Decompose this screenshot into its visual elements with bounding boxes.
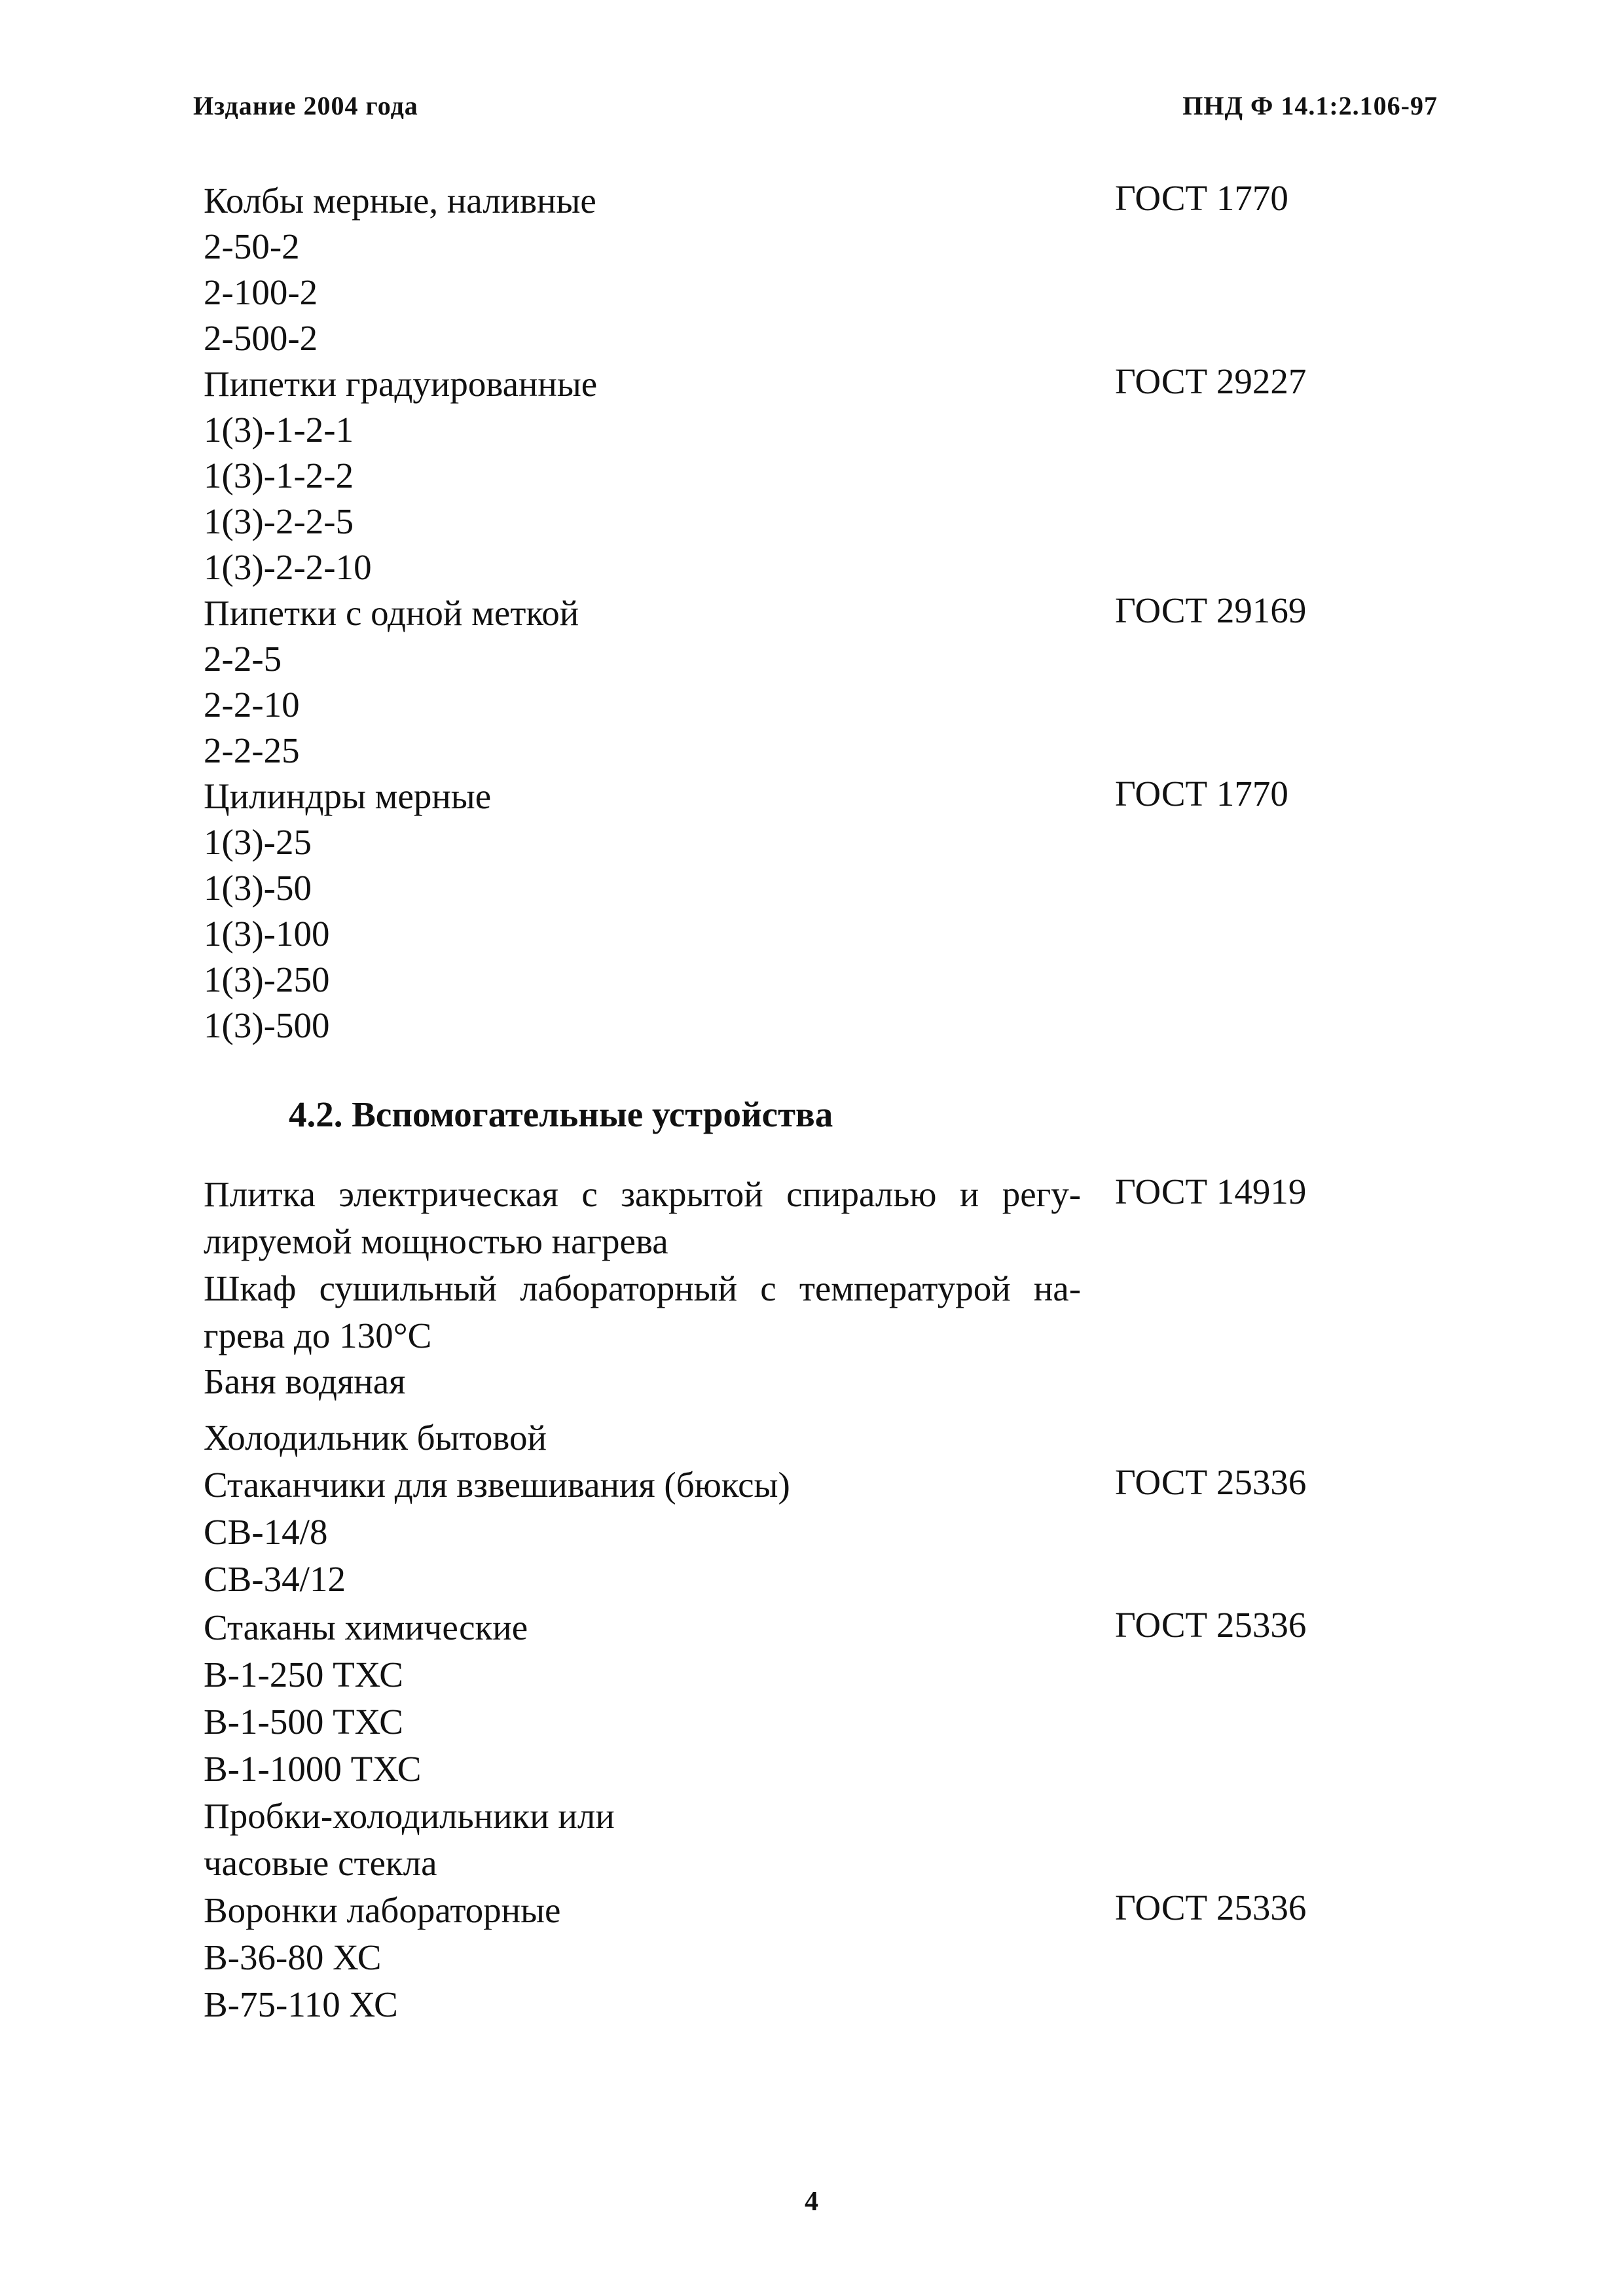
item-standard-cylinders: ГОСТ 1770 — [1115, 774, 1288, 814]
item-variant: В-1-250 ТХС — [204, 1655, 403, 1695]
item-standard-weighing-cups: ГОСТ 25336 — [1115, 1462, 1307, 1502]
item-name-flasks: Колбы мерные, наливные — [204, 181, 596, 221]
header-edition: Издание 2004 года — [193, 91, 418, 120]
item-standard-beakers: ГОСТ 25336 — [1115, 1605, 1307, 1645]
item-variant: 1(3)-2-2-5 — [204, 501, 354, 541]
item-name-hotplate-line2: лируемой мощностью нагрева — [204, 1221, 668, 1261]
item-standard-graduated-pipettes: ГОСТ 29227 — [1115, 361, 1307, 401]
item-name-oven-line2: грева до 130°С — [204, 1316, 432, 1355]
item-variant: В-36-80 ХС — [204, 1937, 382, 1977]
item-variant: 1(3)-250 — [204, 960, 330, 999]
item-variant: 2-2-10 — [204, 685, 300, 725]
item-standard-hotplate: ГОСТ 14919 — [1115, 1172, 1307, 1211]
section-heading: 4.2. Вспомогательные устройства — [289, 1094, 833, 1134]
item-name-fridge: Холодильник бытовой — [204, 1418, 547, 1458]
item-standard-flasks: ГОСТ 1770 — [1115, 178, 1288, 218]
item-variant: 2-2-25 — [204, 730, 300, 770]
page-number: 4 — [805, 2187, 818, 2217]
item-variant: СВ-34/12 — [204, 1559, 346, 1599]
item-variant: 2-500-2 — [204, 318, 318, 358]
item-name-beakers: Стаканы химические — [204, 1607, 528, 1647]
item-variant: 1(3)-25 — [204, 822, 312, 862]
item-name-weighing-cups: Стаканчики для взвешивания (бюксы) — [204, 1465, 790, 1505]
item-name-water-bath: Баня водяная — [204, 1361, 406, 1401]
item-name-graduated-pipettes: Пипетки градуированные — [204, 364, 598, 404]
item-standard-single-mark-pipettes: ГОСТ 29169 — [1115, 590, 1307, 630]
item-variant: 2-2-5 — [204, 639, 282, 679]
item-variant: 1(3)-500 — [204, 1005, 330, 1045]
item-variant: 1(3)-1-2-2 — [204, 456, 354, 495]
item-name-oven-line1: Шкаф сушильный лабораторный с температурой на- — [204, 1268, 1082, 1308]
item-name-stoppers-line1: Пробки-холодильники или — [204, 1796, 615, 1836]
item-variant: В-1-1000 ТХС — [204, 1749, 422, 1789]
item-standard-funnels: ГОСТ 25336 — [1115, 1888, 1307, 1928]
item-variant: 1(3)-1-2-1 — [204, 410, 354, 450]
item-variant: 2-50-2 — [204, 226, 300, 266]
item-variant: В-75-110 ХС — [204, 1984, 398, 2024]
item-name-funnels: Воронки лабораторные — [204, 1890, 561, 1930]
item-variant: В-1-500 ТХС — [204, 1702, 403, 1742]
item-name-stoppers-line2: часовые стекла — [204, 1843, 437, 1883]
item-name-single-mark-pipettes: Пипетки с одной меткой — [204, 593, 579, 633]
header-document-code: ПНД Ф 14.1:2.106-97 — [1182, 91, 1438, 120]
item-variant: СВ-14/8 — [204, 1512, 328, 1552]
item-variant: 1(3)-50 — [204, 868, 312, 908]
item-variant: 1(3)-2-2-10 — [204, 547, 372, 587]
item-variant: 2-100-2 — [204, 272, 318, 312]
item-variant: 1(3)-100 — [204, 914, 330, 954]
item-name-cylinders: Цилиндры мерные — [204, 776, 492, 816]
item-name-hotplate-line1: Плитка электрическая с закрытой спиралью и регу- — [204, 1174, 1082, 1214]
